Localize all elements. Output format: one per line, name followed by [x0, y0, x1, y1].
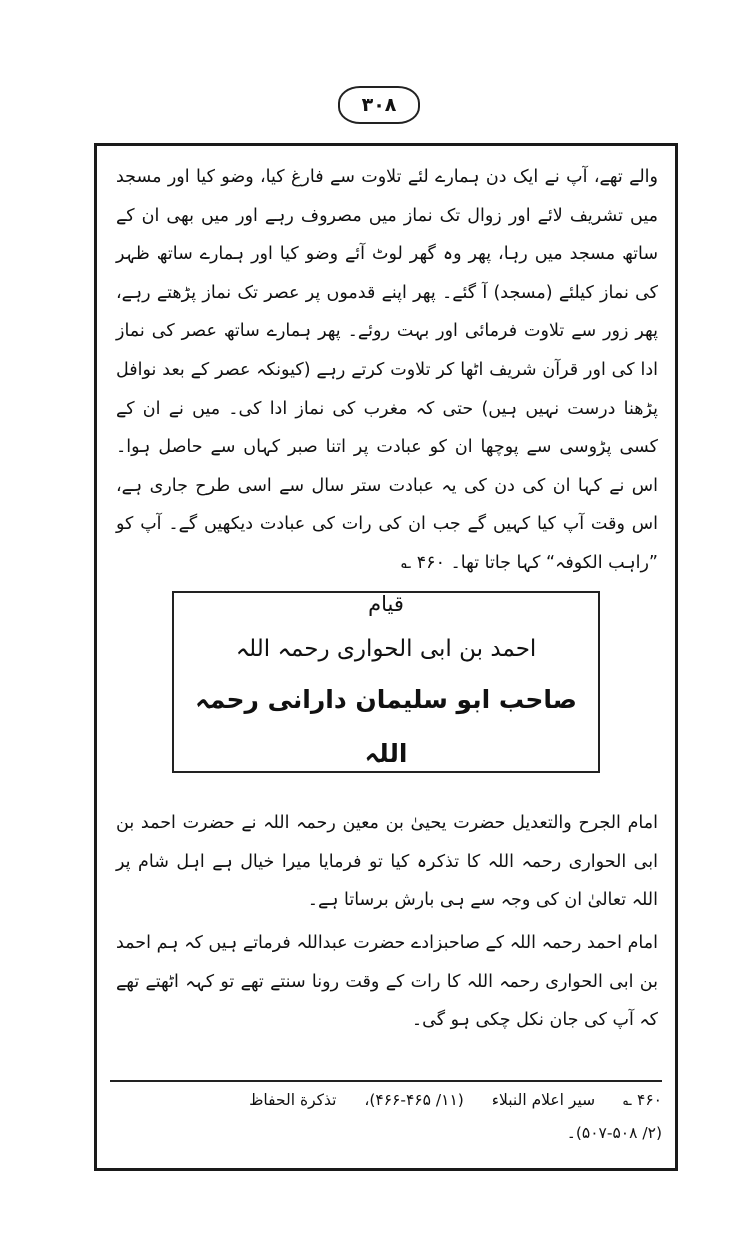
body-paragraph-2: امام الجرح والتعدیل حضرت یحییٰ بن معین رحمہ اللہ نے حضرت احمد بن ابی الحواری رحمہ اللہ کا تذکرہ کیا تو فرمایا میرا خیال ہے اہل شام پر اللہ تعالیٰ ان کی وجہ سے ہی بارش برساتا ہے۔ [116, 813, 658, 911]
footnote-source-2: تذکرة الحفاظ [249, 1091, 337, 1109]
footnote-divider [110, 1080, 662, 1082]
body-paragraph-3: امام احمد رحمہ اللہ کے صاحبزادے حضرت عبداللہ فرماتے ہیں کہ ہم احمد بن ابی الحواری رحمہ اللہ کا رات کے وقت رونا سنتے تھے تو کہہ اٹھتے تھے کہ آپ کی جان نکل چکی ہو گی۔ [116, 933, 658, 1031]
body-paragraph-1: والے تھے، آپ نے ایک دن ہمارے لئے تلاوت سے فارغ کیا، وضو کیا اور مسجد میں تشریف لائے اور زوال تک نماز میں مصروف رہے اور میں بھی ان کے ساتھ مسجد میں رہا، پھر وہ گھر لوٹ آئے وضو کیا اور ہمارے ساتھ ظہر کی نماز کیلئے (مسجد) آ گئے۔ پھر اپنے قدموں پر عصر تک نماز پڑھتے رہے، پھر زور سے تلاوت فرمائی اور بہت روئے۔ پھر ہمارے ساتھ عصر کی نماز ادا کی اور قرآن شریف اٹھا کر تلاوت کرتے رہے (کیونکہ عصر کے بعد نوافل پڑھنا درست نہیں ہیں) حتی کہ مغرب کی نماز ادا کی۔ میں نے ان کے کسی پڑوسی سے پوچھا ان کو عبادت پر اتنا صبر کہاں سے حاصل ہوا۔ اس نے کہا ان کی دن کی یہ عبادت ستر سال سے اسی طرح جاری ہے، اس وقت آپ کیا کہیں گے جب ان کی رات کی عبادت دیکھیں گے۔ آپ کو ”راہب الکوفہ“ کہا جاتا تھا۔ ۴۶۰ ؎ [116, 167, 658, 573]
section-heading-box [172, 591, 600, 773]
footnote-number: ۴۶۰ ؎ [623, 1091, 662, 1109]
page-number: ۳۰۸ [338, 86, 420, 124]
footnote-source-1: سیر اعلام النبلاء [491, 1091, 596, 1109]
section-subtitle: احمد بن ابی الحواری رحمہ اللہ [235, 636, 537, 662]
footnote-line-2 [116, 1124, 662, 1142]
section-title: قیام [368, 592, 404, 616]
footnote-ref-1: (۱۱/ ۴۶۵-۴۶۶)، [364, 1091, 464, 1109]
footnote-line-1 [116, 1091, 662, 1109]
footnote-ref-2: (۲/ ۵۰۷-۵۰۸)۔ [566, 1124, 662, 1142]
section-tagline: صاحب ابو سلیمان دارانی رحمہ اللہ [195, 685, 577, 768]
